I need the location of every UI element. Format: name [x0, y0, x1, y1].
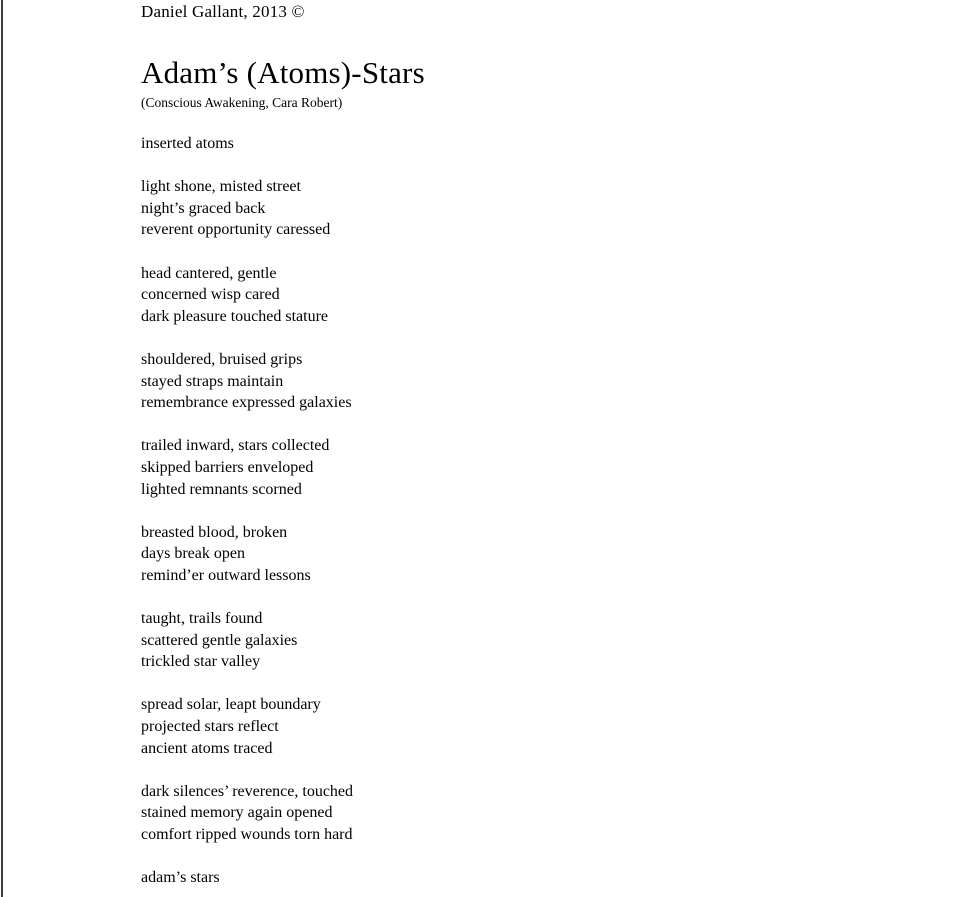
- poem-line: inserted atoms: [141, 135, 234, 152]
- poem-line: stayed straps maintain: [141, 372, 284, 390]
- poem-line: night’s graced back: [141, 199, 266, 217]
- poem-line: breasted blood, broken: [141, 523, 288, 541]
- poem-stanza: [141, 435, 917, 500]
- poem-line: projected stars reflect: [141, 718, 279, 736]
- poem-line: stained memory again opened: [141, 804, 333, 822]
- poem-line: trickled star valley: [141, 653, 261, 671]
- poem-line: head cantered, gentle: [141, 264, 277, 282]
- poem-line: dark silences’ reverence, touched: [141, 782, 354, 800]
- poem-title: Adam’s (Atoms)-Stars: [141, 55, 425, 90]
- poem-line: skipped barriers enveloped: [141, 458, 314, 476]
- poem-stanza: [141, 133, 917, 155]
- page-left-border: [1, 0, 3, 897]
- poem-stanza: [141, 349, 917, 414]
- poem-line: concerned wisp cared: [141, 286, 280, 304]
- poem-stanza: [141, 781, 917, 846]
- poem-line: lighted remnants scorned: [141, 480, 302, 498]
- poem-subtitle: (Conscious Awakening, Cara Robert): [141, 95, 343, 110]
- poem-body: [141, 133, 917, 889]
- poem-line: spread solar, leapt boundary: [141, 696, 321, 714]
- poem-stanza: [141, 263, 917, 328]
- poem-line: scattered gentle galaxies: [141, 631, 298, 649]
- poem-stanza: [141, 694, 917, 759]
- poem-line: shouldered, bruised grips: [141, 350, 303, 368]
- poem-stanza: [141, 176, 917, 241]
- poem-stanza: [141, 522, 917, 587]
- poem-line: ancient atoms traced: [141, 739, 273, 757]
- poem-line: reverent opportunity caressed: [141, 221, 331, 239]
- poem-line: light shone, misted street: [141, 178, 301, 196]
- author-byline: Daniel Gallant, 2013 ©: [141, 2, 305, 21]
- poem-line: taught, trails found: [141, 610, 263, 628]
- poem-line: days break open: [141, 545, 245, 563]
- poem-stanza: [141, 867, 917, 889]
- poem-line: remind’er outward lessons: [141, 566, 311, 584]
- poem-line: remembrance expressed galaxies: [141, 394, 352, 412]
- poem-line: adam’s stars: [141, 869, 220, 887]
- poem-stanza: [141, 608, 917, 673]
- poem-line: trailed inward, stars collected: [141, 437, 330, 455]
- poem-line: comfort ripped wounds torn hard: [141, 826, 353, 843]
- poem-line: dark pleasure touched stature: [141, 307, 329, 325]
